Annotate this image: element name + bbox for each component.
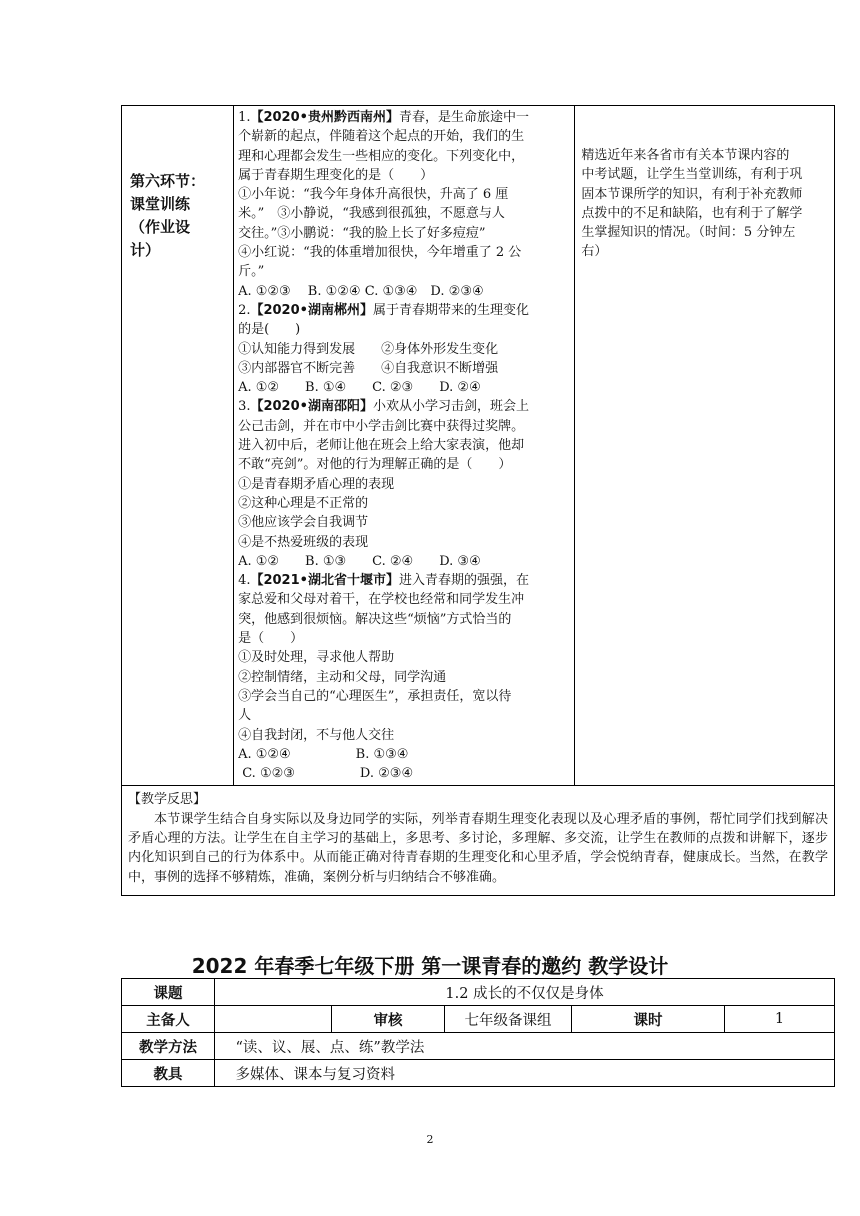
reflection-title: 【教学反思】 xyxy=(128,792,207,808)
question-4-options: C. ①②③ D. ②③④ xyxy=(238,766,414,782)
question-1-line: ④小红说：“我的体重增加很快，今年增重了 2 公 xyxy=(238,245,522,261)
question-3-line: ①是青春期矛盾心理的表现 xyxy=(238,476,395,492)
method-value: “读、议、展、点、练”教学法 xyxy=(215,1033,835,1060)
question-2-options: A. ①② B. ①④ C. ②③ D. ②④ xyxy=(238,380,481,396)
question-3-options: A. ①② B. ①③ C. ②④ D. ③④ xyxy=(238,553,481,569)
question-1-line: 理和心理都会发生一些相应的变化。下列变化中， xyxy=(238,148,525,164)
section-label-4: 计） xyxy=(130,241,161,259)
practice-row xyxy=(122,106,835,786)
reflection-cell xyxy=(122,786,835,895)
question-3-line: 公己击剑，并在市中小学击剑比赛中获得过奖牌。 xyxy=(238,418,525,434)
reflection-body: 本节课学生结合自身实际以及身边同学的实际，列举青春期生理变化表现以及心理矛盾的事例，帮忙同学们找到解决矛盾心理的方法。让学生在自主学习的基础上，多思考、多讨论，多理解、多交流，让学生在教师的点拨和讲解下，逐步内化知识到自己的行为体系中。从而能正确对待青春期的生理变化和心里矛盾，学会悦纳青春，健康成长。当然，在教学中，事例的选择不够精炼，准确，案例分析与归纳结合不够准确。 xyxy=(128,811,828,885)
question-4-line: ③学会当自己的“心理医生”，承担责任，宽以待 xyxy=(238,688,512,704)
topic-value: 1.2 成长的不仅仅是身体 xyxy=(215,979,835,1006)
question-4-line: 人 xyxy=(238,708,252,724)
questions-cell xyxy=(234,106,575,786)
question-1-line: 斤。” xyxy=(238,264,265,280)
question-3-line: ④是不热爱班级的表现 xyxy=(238,534,369,550)
question-2-line: 的是( ) xyxy=(238,322,301,338)
tools-label: 教具 xyxy=(122,1060,215,1087)
method-label: 教学方法 xyxy=(122,1033,215,1060)
question-1-options: A. ①②③ B. ①②④ C. ①③④ D. ②③④ xyxy=(238,283,484,299)
preparer-value xyxy=(215,1006,332,1033)
period-label: 课时 xyxy=(572,1006,725,1033)
question-1-line: 个崭新的起点，伴随着这个起点的开始，我们的生 xyxy=(238,129,525,145)
question-2-stem: 2.【2020•湖南郴州】属于青春期带来的生理变化 xyxy=(238,302,529,318)
question-1-line: 交往。”③小鹏说：“我的脸上长了好多痘痘” xyxy=(238,225,486,241)
review-value: 七年级备课组 xyxy=(445,1006,572,1033)
lesson-plan-table xyxy=(121,105,835,896)
question-1-line: ①小年说：“我今年身体升高很快，升高了 6 厘 xyxy=(238,187,509,203)
review-label: 审核 xyxy=(332,1006,445,1033)
question-4-line: ④自我封闭，不与他人交往 xyxy=(238,727,395,743)
preparer-label: 主备人 xyxy=(122,1006,215,1033)
question-1-line: 属于青春期生理变化的是（ ） xyxy=(238,167,434,183)
lesson-info-table xyxy=(121,978,835,1087)
intent-line: 固本节课所学的知识，有利于补充教师 xyxy=(581,186,803,202)
question-4-options: A. ①②④ B. ①③④ xyxy=(238,746,409,762)
design-intent-cell xyxy=(575,106,835,786)
document-title: 2022 年春季七年级下册 第一课青春的邀约 教学设计 xyxy=(191,954,669,978)
question-3-line: 进入初中后，老师让他在班会上给大家表演，他却 xyxy=(238,438,525,454)
question-1-stem: 1.【2020•贵州黔西南州】青春，是生命旅途中一 xyxy=(238,110,529,125)
tools-row xyxy=(122,1060,835,1087)
preparer-row xyxy=(122,1006,835,1033)
section-label-1: 第六环节： xyxy=(130,172,206,190)
question-3-line: ③他应该学会自我调节 xyxy=(238,515,369,531)
question-3-stem: 3.【2020•湖南邵阳】小欢从小学习击剑，班会上 xyxy=(238,399,529,415)
question-4-stem: 4.【2021•湖北省十堰市】进入青春期的强强，在 xyxy=(238,573,529,589)
question-1-line: 米。” ③小静说，“我感到很孤独，不愿意与人 xyxy=(238,206,505,222)
topic-label: 课题 xyxy=(122,979,215,1006)
reflection-row xyxy=(122,786,835,895)
tools-value: 多媒体、课本与复习资料 xyxy=(215,1060,835,1087)
section-cell xyxy=(122,106,234,786)
question-4-line: ①及时处理，寻求他人帮助 xyxy=(238,650,395,666)
section-label-2: 课堂训练 xyxy=(130,195,191,213)
question-4-line: 家总爱和父母对着干，在学校也经常和同学发生冲 xyxy=(238,592,525,608)
intent-line: 点拨中的不足和缺陷，也有利于了解学 xyxy=(581,205,803,221)
topic-row xyxy=(122,979,835,1006)
period-value: 1 xyxy=(725,1006,835,1033)
intent-line: 右） xyxy=(581,244,608,260)
question-2-line: ①认知能力得到发展 ②身体外形发生变化 xyxy=(238,341,499,357)
method-row xyxy=(122,1033,835,1060)
question-4-line: 是（ ） xyxy=(238,631,304,647)
question-4-line: 突，他感到很烦恼。解决这些“烦恼”方式恰当的 xyxy=(238,611,512,627)
section-label-3: （作业设 xyxy=(130,218,191,236)
question-3-line: ②这种心理是不正常的 xyxy=(238,495,369,511)
intent-line: 精选近年来各省市有关本节课内容的 xyxy=(581,148,790,163)
intent-line: 生掌握知识的情况。（时间：5 分钟左 xyxy=(581,225,796,241)
intent-line: 中考试题，让学生当堂训练，有利于巩 xyxy=(581,167,803,183)
page-number: 2 xyxy=(426,1133,434,1146)
question-3-line: 不敢“亮剑”。对他的行为理解正确的是（ ） xyxy=(238,457,512,473)
question-2-line: ③内部器官不断完善 ④自我意识不断增强 xyxy=(238,360,499,376)
question-4-line: ②控制情绪，主动和父母，同学沟通 xyxy=(238,669,447,685)
